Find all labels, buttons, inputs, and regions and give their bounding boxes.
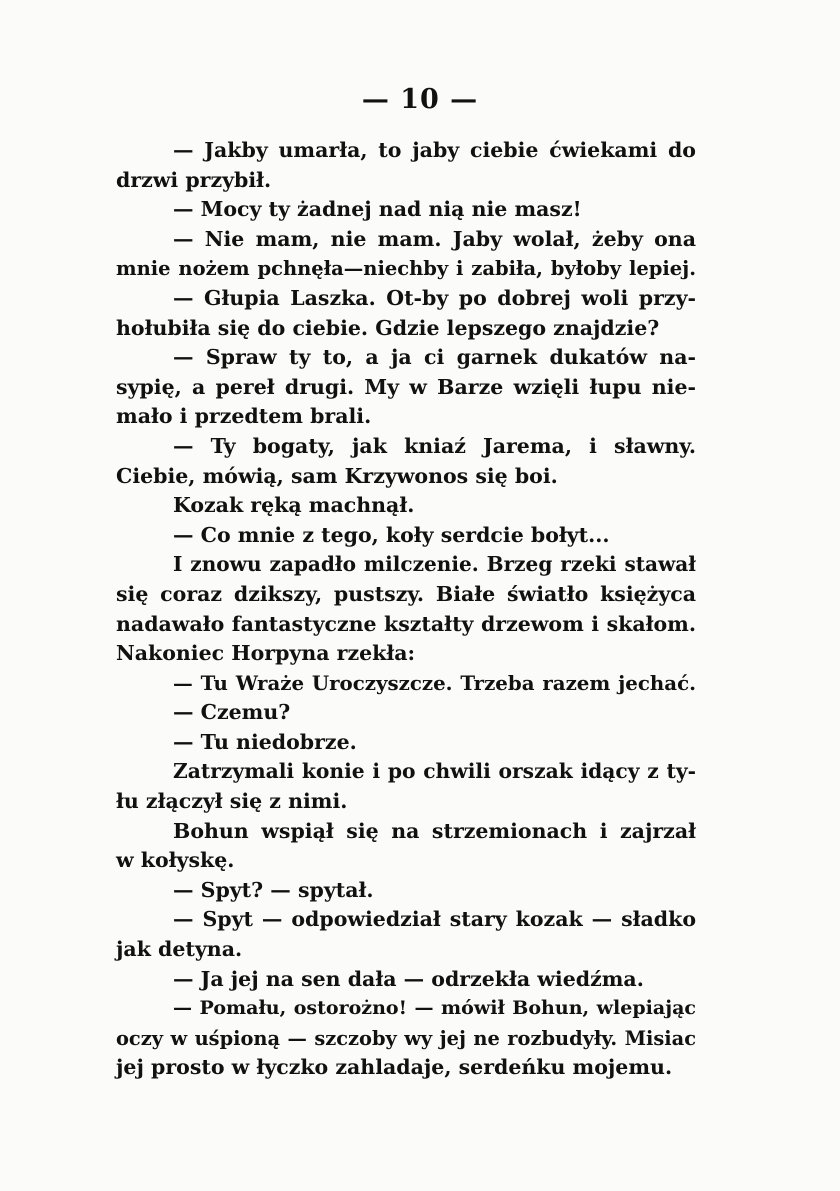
text-line: — Co mnie z tego, koły serdcie bołyt...	[173, 522, 610, 547]
text-line: I znowu zapadło milczenie. Brzeg rzeki stawał	[173, 552, 696, 577]
text-line: Zatrzymali konie i po chwili orszak idący z ty-	[173, 759, 696, 784]
text-line: hołubiła się do ciebie. Gdzie lepszego znajdzie?	[116, 315, 660, 340]
text-line: mało i przedtem brali.	[116, 404, 372, 429]
text-line: — Spyt — odpowiedział stary kozak — sładko	[173, 907, 696, 932]
text-line: — Spyt? — spytał.	[173, 877, 374, 902]
text-line: — Ty bogaty, jak kniaź Jarema, i sławny.	[173, 433, 696, 458]
text-line: — Tu niedobrze.	[173, 729, 357, 754]
text-line: Nakoniec Horpyna rzekła:	[116, 641, 416, 666]
text-line: — Nie mam, nie mam. Jaby wolał, żeby ona	[173, 226, 696, 251]
text-line: — Czemu?	[173, 700, 291, 725]
text-line: — Ja jej na sen dała — odrzekła wiedźma.	[173, 966, 644, 991]
text-line: mnie nożem pchnęła—niechby i zabiła, byłoby lepiej.	[116, 257, 696, 281]
text-line: w kołyskę.	[116, 848, 235, 873]
text-line: łu złączył się z nimi.	[116, 789, 348, 814]
text-line: — Jakby umarła, to jaby ciebie ćwiekami do	[173, 138, 696, 162]
text-line: — Pomału, ostorożno! — mówił Bohun, wlepiając	[173, 997, 696, 1020]
text-line: sypię, a pereł drugi. My w Barze wzięli łupu nie-	[116, 374, 696, 399]
page-number: — 10 —	[361, 84, 479, 115]
text-line: — Tu Wraże Uroczyszcze. Trzeba razem jechać.	[173, 670, 696, 695]
text-line: — Głupia Laszka. Ot-by po dobrej woli przy-	[173, 285, 696, 310]
text-line: Ciebie, mówią, sam Krzywonos się boi.	[116, 463, 558, 488]
text-line: — Mocy ty żadnej nad nią nie masz!	[173, 197, 582, 222]
text-line: nadawało fantastyczne kształty drzewom i skałom.	[116, 611, 696, 636]
page-text	[116, 136, 696, 1083]
text-line: Kozak ręką machnął.	[173, 493, 415, 518]
text-line: jej prosto w łyczko zahladaje, serdeńku mojemu.	[116, 1055, 673, 1080]
text-line: — Spraw ty to, a ja ci garnek dukatów na-	[173, 345, 696, 370]
text-line: Bohun wspiął się na strzemionach i zajrzał	[173, 818, 696, 843]
text-line: jak detyna.	[116, 937, 243, 962]
text-line: się coraz dzikszy, pustszy. Białe światło księżyca	[116, 581, 696, 606]
text-line: oczy w uśpioną — szczoby wy jej ne rozbudyły. Misiac	[116, 1026, 696, 1050]
text-line: drzwi przybił.	[116, 167, 272, 192]
